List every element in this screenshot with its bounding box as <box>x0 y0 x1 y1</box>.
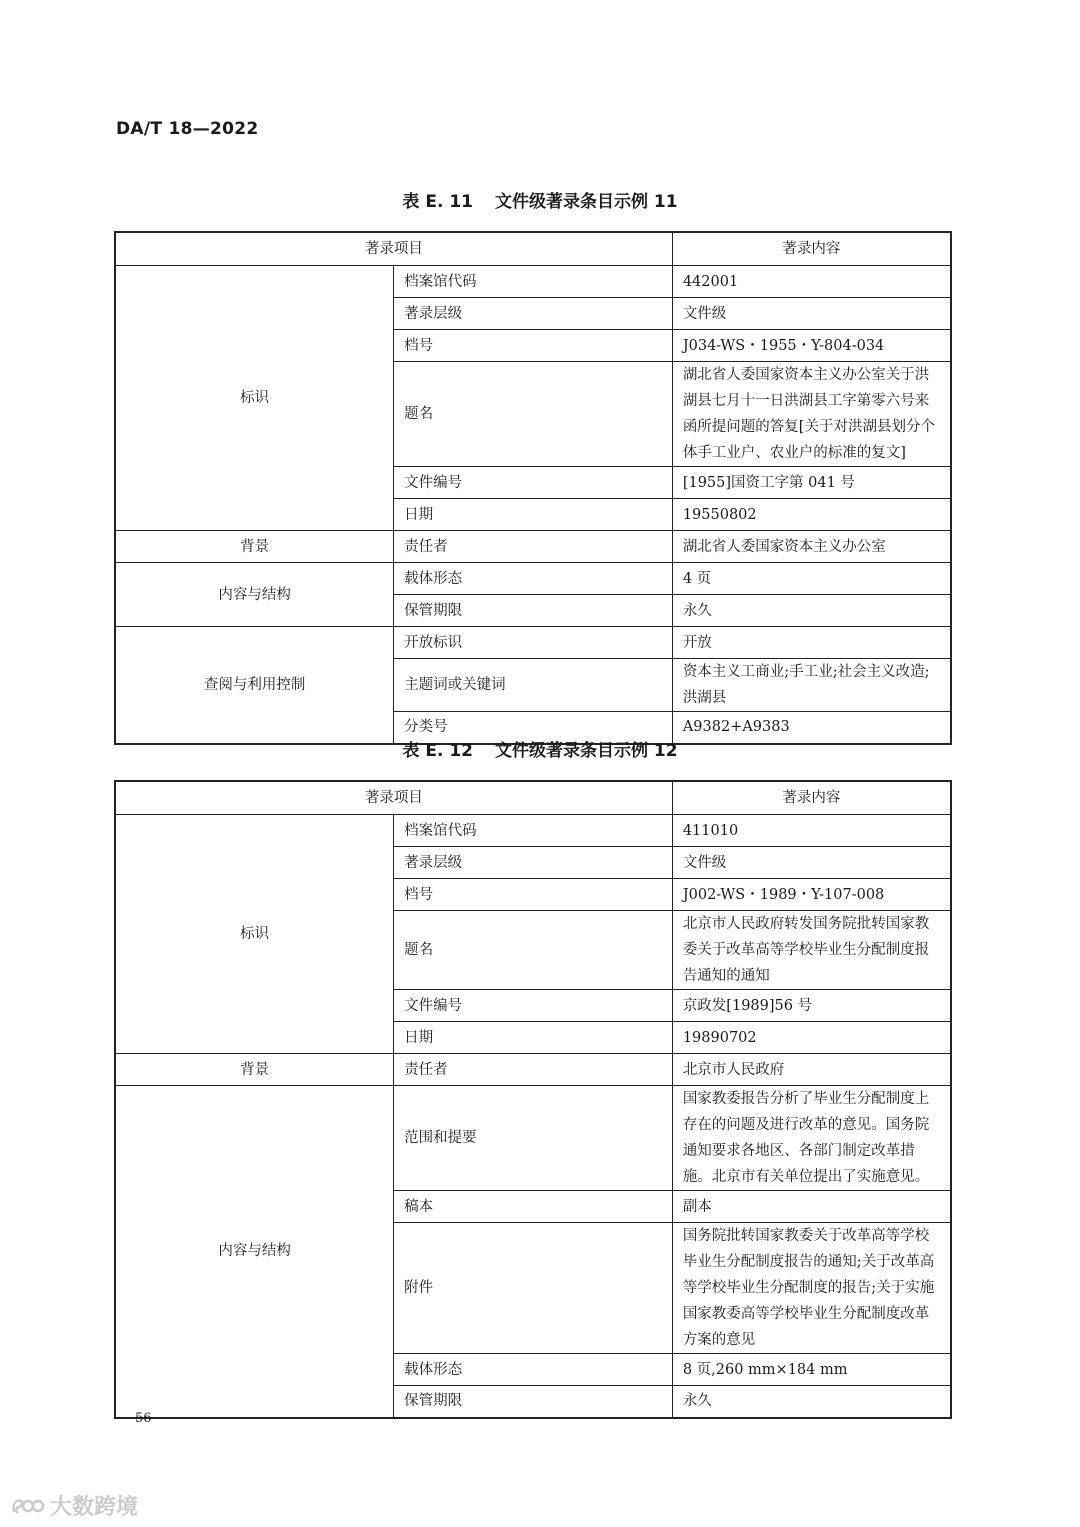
row-item: 日期 <box>394 499 673 531</box>
row-item: 开放标识 <box>394 627 673 659</box>
row-value: 湖北省人委国家资本主义办公室 <box>672 531 951 563</box>
row-value: 副本 <box>672 1191 951 1223</box>
table-row <box>115 627 951 659</box>
table-caption-e12 <box>0 736 1080 761</box>
header-content: 著录内容 <box>672 232 951 266</box>
caption-title: 文件级著录条目示例 11 <box>495 192 678 212</box>
row-item: 责任者 <box>394 531 673 563</box>
row-item: 档号 <box>394 330 673 362</box>
row-value: 4 页 <box>672 563 951 595</box>
record-table-e11 <box>114 231 952 745</box>
row-item: 日期 <box>394 1022 673 1054</box>
row-value: 北京市人民政府 <box>672 1054 951 1086</box>
row-value: 19890702 <box>672 1022 951 1054</box>
watermark <box>10 1490 138 1521</box>
row-item: 保管期限 <box>394 1386 673 1418</box>
row-item: 文件编号 <box>394 467 673 499</box>
table-row <box>115 1054 951 1086</box>
group-label: 背景 <box>115 1054 394 1086</box>
row-value: 442001 <box>672 266 951 298</box>
row-value: 永久 <box>672 1386 951 1418</box>
row-value: 湖北省人委国家资本主义办公室关于洪湖县七月十一日洪湖县工字第零六号来函所提问题的答复[关于对洪湖县划分个体手工业户、农业户的标准的复文] <box>672 362 951 467</box>
row-value: 永久 <box>672 595 951 627</box>
caption-number: 表 E. 11 <box>402 192 473 212</box>
header-content: 著录内容 <box>672 781 951 815</box>
row-item: 分类号 <box>394 712 673 744</box>
header-item: 著录项目 <box>115 232 672 266</box>
row-value: 国务院批转国家教委关于改革高等学校毕业生分配制度报告的通知;关于改革高等学校毕业生分配制度的报告;关于实施国家教委高等学校毕业生分配制度改革方案的意见 <box>672 1223 951 1354</box>
row-value: 国家教委报告分析了毕业生分配制度上存在的问题及进行改革的意见。国务院通知要求各地区、各部门制定改革措施。北京市有关单位提出了实施意见。 <box>672 1086 951 1191</box>
row-item: 载体形态 <box>394 563 673 595</box>
row-value: 19550802 <box>672 499 951 531</box>
table-row <box>115 1086 951 1191</box>
table-row <box>115 531 951 563</box>
standard-code: DA/T 18—2022 <box>116 119 259 139</box>
row-item: 载体形态 <box>394 1354 673 1386</box>
watermark-logo-icon <box>10 1495 44 1517</box>
group-label: 内容与结构 <box>115 1086 394 1418</box>
group-label: 背景 <box>115 531 394 563</box>
table-row <box>115 266 951 298</box>
group-label: 内容与结构 <box>115 563 394 627</box>
group-label: 标识 <box>115 266 394 531</box>
row-item: 责任者 <box>394 1054 673 1086</box>
row-item: 著录层级 <box>394 847 673 879</box>
table-row <box>115 563 951 595</box>
row-value: A9382+A9383 <box>672 712 951 744</box>
row-item: 档号 <box>394 879 673 911</box>
row-item: 保管期限 <box>394 595 673 627</box>
row-item: 稿本 <box>394 1191 673 1223</box>
row-value: [1955]国资工字第 041 号 <box>672 467 951 499</box>
table-caption-e11 <box>0 187 1080 212</box>
row-item: 题名 <box>394 911 673 990</box>
page-number: 56 <box>135 1411 152 1426</box>
row-value: 北京市人民政府转发国务院批转国家教委关于改革高等学校毕业生分配制度报告通知的通知 <box>672 911 951 990</box>
row-value: 开放 <box>672 627 951 659</box>
row-item: 档案馆代码 <box>394 266 673 298</box>
group-label: 标识 <box>115 815 394 1054</box>
header-item: 著录项目 <box>115 781 672 815</box>
row-value: 京政发[1989]56 号 <box>672 990 951 1022</box>
caption-number: 表 E. 12 <box>402 741 473 761</box>
row-value: 资本主义工商业;手工业;社会主义改造;洪湖县 <box>672 659 951 712</box>
record-table-e12 <box>114 780 952 1419</box>
table-row <box>115 815 951 847</box>
row-item: 题名 <box>394 362 673 467</box>
table-header-row <box>115 781 951 815</box>
row-item: 主题词或关键词 <box>394 659 673 712</box>
row-item: 范围和提要 <box>394 1086 673 1191</box>
table-header-row <box>115 232 951 266</box>
row-value: 411010 <box>672 815 951 847</box>
row-value: J002-WS・1989・Y-107-008 <box>672 879 951 911</box>
row-value: J034-WS・1955・Y-804-034 <box>672 330 951 362</box>
caption-title: 文件级著录条目示例 12 <box>495 741 678 761</box>
row-item: 附件 <box>394 1223 673 1354</box>
row-value: 文件级 <box>672 847 951 879</box>
row-item: 著录层级 <box>394 298 673 330</box>
group-label: 查阅与利用控制 <box>115 627 394 744</box>
row-item: 档案馆代码 <box>394 815 673 847</box>
row-value: 文件级 <box>672 298 951 330</box>
row-value: 8 页,260 mm×184 mm <box>672 1354 951 1386</box>
watermark-text: 大数跨境 <box>50 1495 139 1520</box>
row-item: 文件编号 <box>394 990 673 1022</box>
